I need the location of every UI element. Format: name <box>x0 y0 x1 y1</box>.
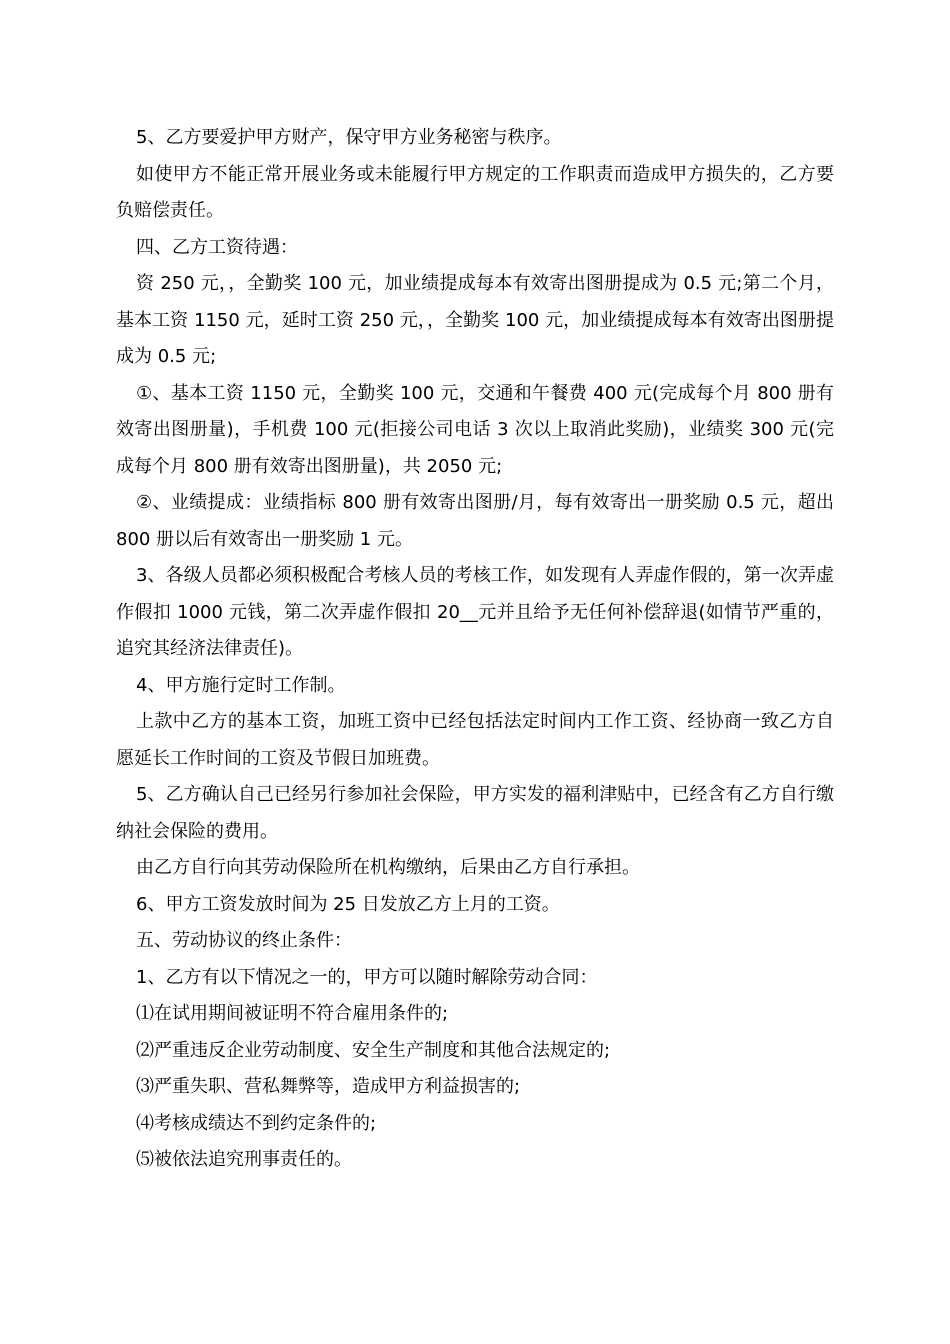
list-item: ⑶严重失职、营私舞弊等，造成甲方利益损害的; <box>136 1076 521 1097</box>
clause-paragraph: 3、各级人员都必须积极配合考核人员的考核工作，如发现有人弄虚作假的，第一次弄虚作假扣 1000 元钱，第二次弄虚作假扣 20__元并且给予无任何补偿辞退(如情节严重的，追究其经济法律责任)。 <box>116 565 834 659</box>
clause-paragraph: 4、甲方施行定时工作制。 <box>136 674 346 696</box>
list-item: ⑸被依法追究刑事责任的。 <box>136 1149 352 1170</box>
clause-paragraph: 1、乙方有以下情况之一的，甲方可以随时解除劳动合同： <box>136 966 598 988</box>
clause-paragraph: 由乙方自行向其劳动保险所在机构缴纳，后果由乙方自行承担。 <box>136 857 640 878</box>
clause-paragraph: ①、基本工资 1150 元，全勤奖 100 元，交通和午餐费 400 元(完成每个月 800 册有效寄出图册量)，手机费 100 元(拒接公司电话 3 次以上取消此奖励)，业绩奖 300 元(完成每个月 800 册有效寄出图册量)，共 2050 元; <box>116 382 834 477</box>
document-body <box>116 120 834 1179</box>
clause-paragraph: 5、乙方要爱护甲方财产，保守甲方业务秘密与秩序。 <box>136 127 562 148</box>
list-item: ⑷考核成绩达不到约定条件的; <box>136 1112 377 1134</box>
clause-paragraph: 5、乙方确认自己已经另行参加社会保险，甲方实发的福利津贴中，已经含有乙方自行缴纳社会保险的费用。 <box>116 784 834 842</box>
clause-paragraph: 资 250 元，，全勤奖 100 元，加业绩提成每本有效寄出图册提成为 0.5 元;第二个月，基本工资 1150 元，延时工资 250 元，，全勤奖 100 元，加业绩提成每本有效寄出图册提成为 0.5 元; <box>116 273 834 367</box>
clause-paragraph: 6、甲方工资发放时间为 25 日发放乙方上月的工资。 <box>136 893 560 915</box>
clause-paragraph: 如使甲方不能正常开展业务或未能履行甲方规定的工作职责而造成甲方损失的，乙方要负赔偿责任。 <box>116 163 834 221</box>
list-item: ⑵严重违反企业劳动制度、安全生产制度和其他合法规定的; <box>136 1039 611 1061</box>
clause-paragraph: ②、业绩提成：业绩指标 800 册有效寄出图册/月，每有效寄出一册奖励 0.5 元，超出 800 册以后有效寄出一册奖励 1 元。 <box>116 492 834 550</box>
section-heading: 五、劳动协议的终止条件： <box>136 930 352 951</box>
list-item: ⑴在试用期间被证明不符合雇用条件的; <box>136 1003 449 1024</box>
clause-paragraph: 上款中乙方的基本工资，加班工资中已经包括法定时间内工作工资、经协商一致乙方自愿延长工作时间的工资及节假日加班费。 <box>116 711 834 769</box>
section-heading: 四、乙方工资待遇： <box>136 236 298 258</box>
